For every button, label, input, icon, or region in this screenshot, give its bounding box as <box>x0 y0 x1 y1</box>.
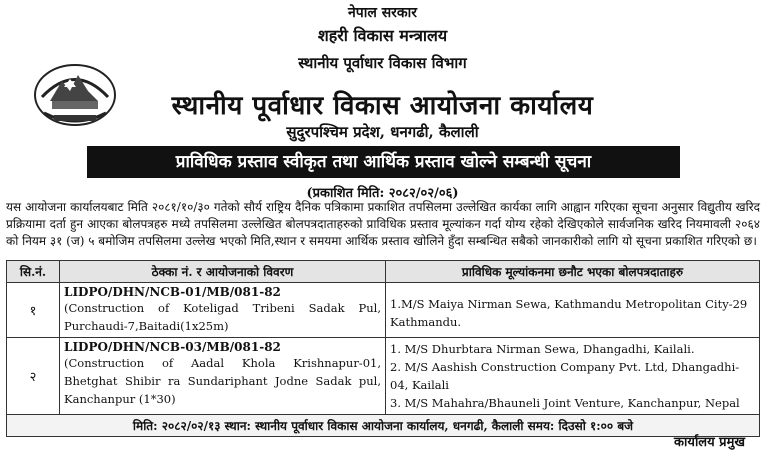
bidders-table <box>6 260 760 437</box>
header-ministry: शहरी विकास मन्त्रालय <box>317 26 448 45</box>
row-sn: १ <box>7 283 60 338</box>
header-government: नेपाल सरकार <box>347 5 417 21</box>
bidders-cell <box>386 338 760 415</box>
contract-ref: LIDPO/DHN/NCB-01/MB/081-82 <box>64 285 281 299</box>
header-bidders: प्राविधिक मूल्यांकनमा छनौट भएका बोलपत्रदाताहरु <box>386 261 760 283</box>
contract-ref: LIDPO/DHN/NCB-03/MB/081-82 <box>64 340 281 354</box>
header-sn: सि.नं. <box>7 261 60 283</box>
contract-cell <box>60 338 386 415</box>
published-date: (प्रकाशित मिति: २०८२/०२/०६) <box>306 186 459 201</box>
header-department: स्थानीय पूर्वाधार विकास विभाग <box>298 54 467 72</box>
header-office: स्थानीय पूर्वाधार विकास आयोजना कार्यालय <box>171 91 594 121</box>
notice-body: यस आयोजना कार्यालयबाट मिति २०८१/१०/३० गतेको सौर्य राष्ट्रिय दैनिक पत्रिकामा प्रकाशित तपसिलमा उल्लेखित कार्यका लागि आह्वान गरिएका सूचना अनुसार विद्युतीय खरिद प्रक्रियामा दर्ता हुन आएका बोलपत्रहरु मध्ये तपसिलमा उल्लेखित बोलपत्रदाताहरुको प्राविधिक प्रस्ताव मूल्यांकन गर्दा योग्य रहेको देखिएकोले सार्वजनिक खरिद नियमावली २०६४ को नियम ३१ (ज) ५ बमोजिम तपसिलमा उल्लेख भएको मिति,स्थान र समयमा आर्थिक प्रस्ताव खोलिने हुँदा सम्बन्धित सबैको जानकारीको लागि यो सूचना प्रकाशित गरिएको छ। <box>6 200 760 248</box>
opening-details: मिति: २०८२/०२/१३ स्थान: स्थानीय पूर्वाधार विकास आयोजना कार्यालय, धनगढी, कैलाली समय: दिउसो १:०० बजे <box>7 415 760 437</box>
header-contract: ठेक्का नं. र आयोजनाको विवरण <box>60 261 386 283</box>
bidder-item: 2. M/S Aashish Construction Company Pvt. Ltd, Dhangadhi-04, Kailali <box>390 360 740 392</box>
header-address: सुदुरपश्चिम प्रदेश, धनगढी, कैलाली <box>286 123 479 141</box>
bidder-item: 3. M/S Mahahra/Bhauneli Joint Venture, Kanchanpur, Nepal <box>390 396 740 410</box>
contract-desc: (Construction of Aadal Khola Krishnapur-01, Bhetghat Shibir ra Sundariphant Jodne Sadak pul, Kanchanpur (1*30) <box>64 356 381 406</box>
table-row <box>7 338 760 415</box>
contract-cell <box>60 283 386 338</box>
row-sn: २ <box>7 338 60 415</box>
contract-desc: (Construction of Koteligad Tribeni Sadak Pul, Purchaudi-7,Baitadi(1x25m) <box>64 301 381 333</box>
table-header-row <box>7 261 760 283</box>
table-footer-row <box>7 415 760 437</box>
bidder-item: 1.M/S Maiya Nirman Sewa, Kathmandu Metropolitan City-29 Kathmandu. <box>390 297 748 329</box>
signature-office-chief: कार्यालय प्रमुख <box>674 435 745 450</box>
bidders-cell <box>386 283 760 338</box>
table-row <box>7 283 760 338</box>
bidder-item: 1. M/S Dhurbtara Nirman Sewa, Dhangadhi, Kailali. <box>390 342 695 356</box>
notice-title-banner: प्राविधिक प्रस्ताव स्वीकृत तथा आर्थिक प्रस्ताव खोल्ने सम्बन्धी सूचना <box>87 146 680 178</box>
